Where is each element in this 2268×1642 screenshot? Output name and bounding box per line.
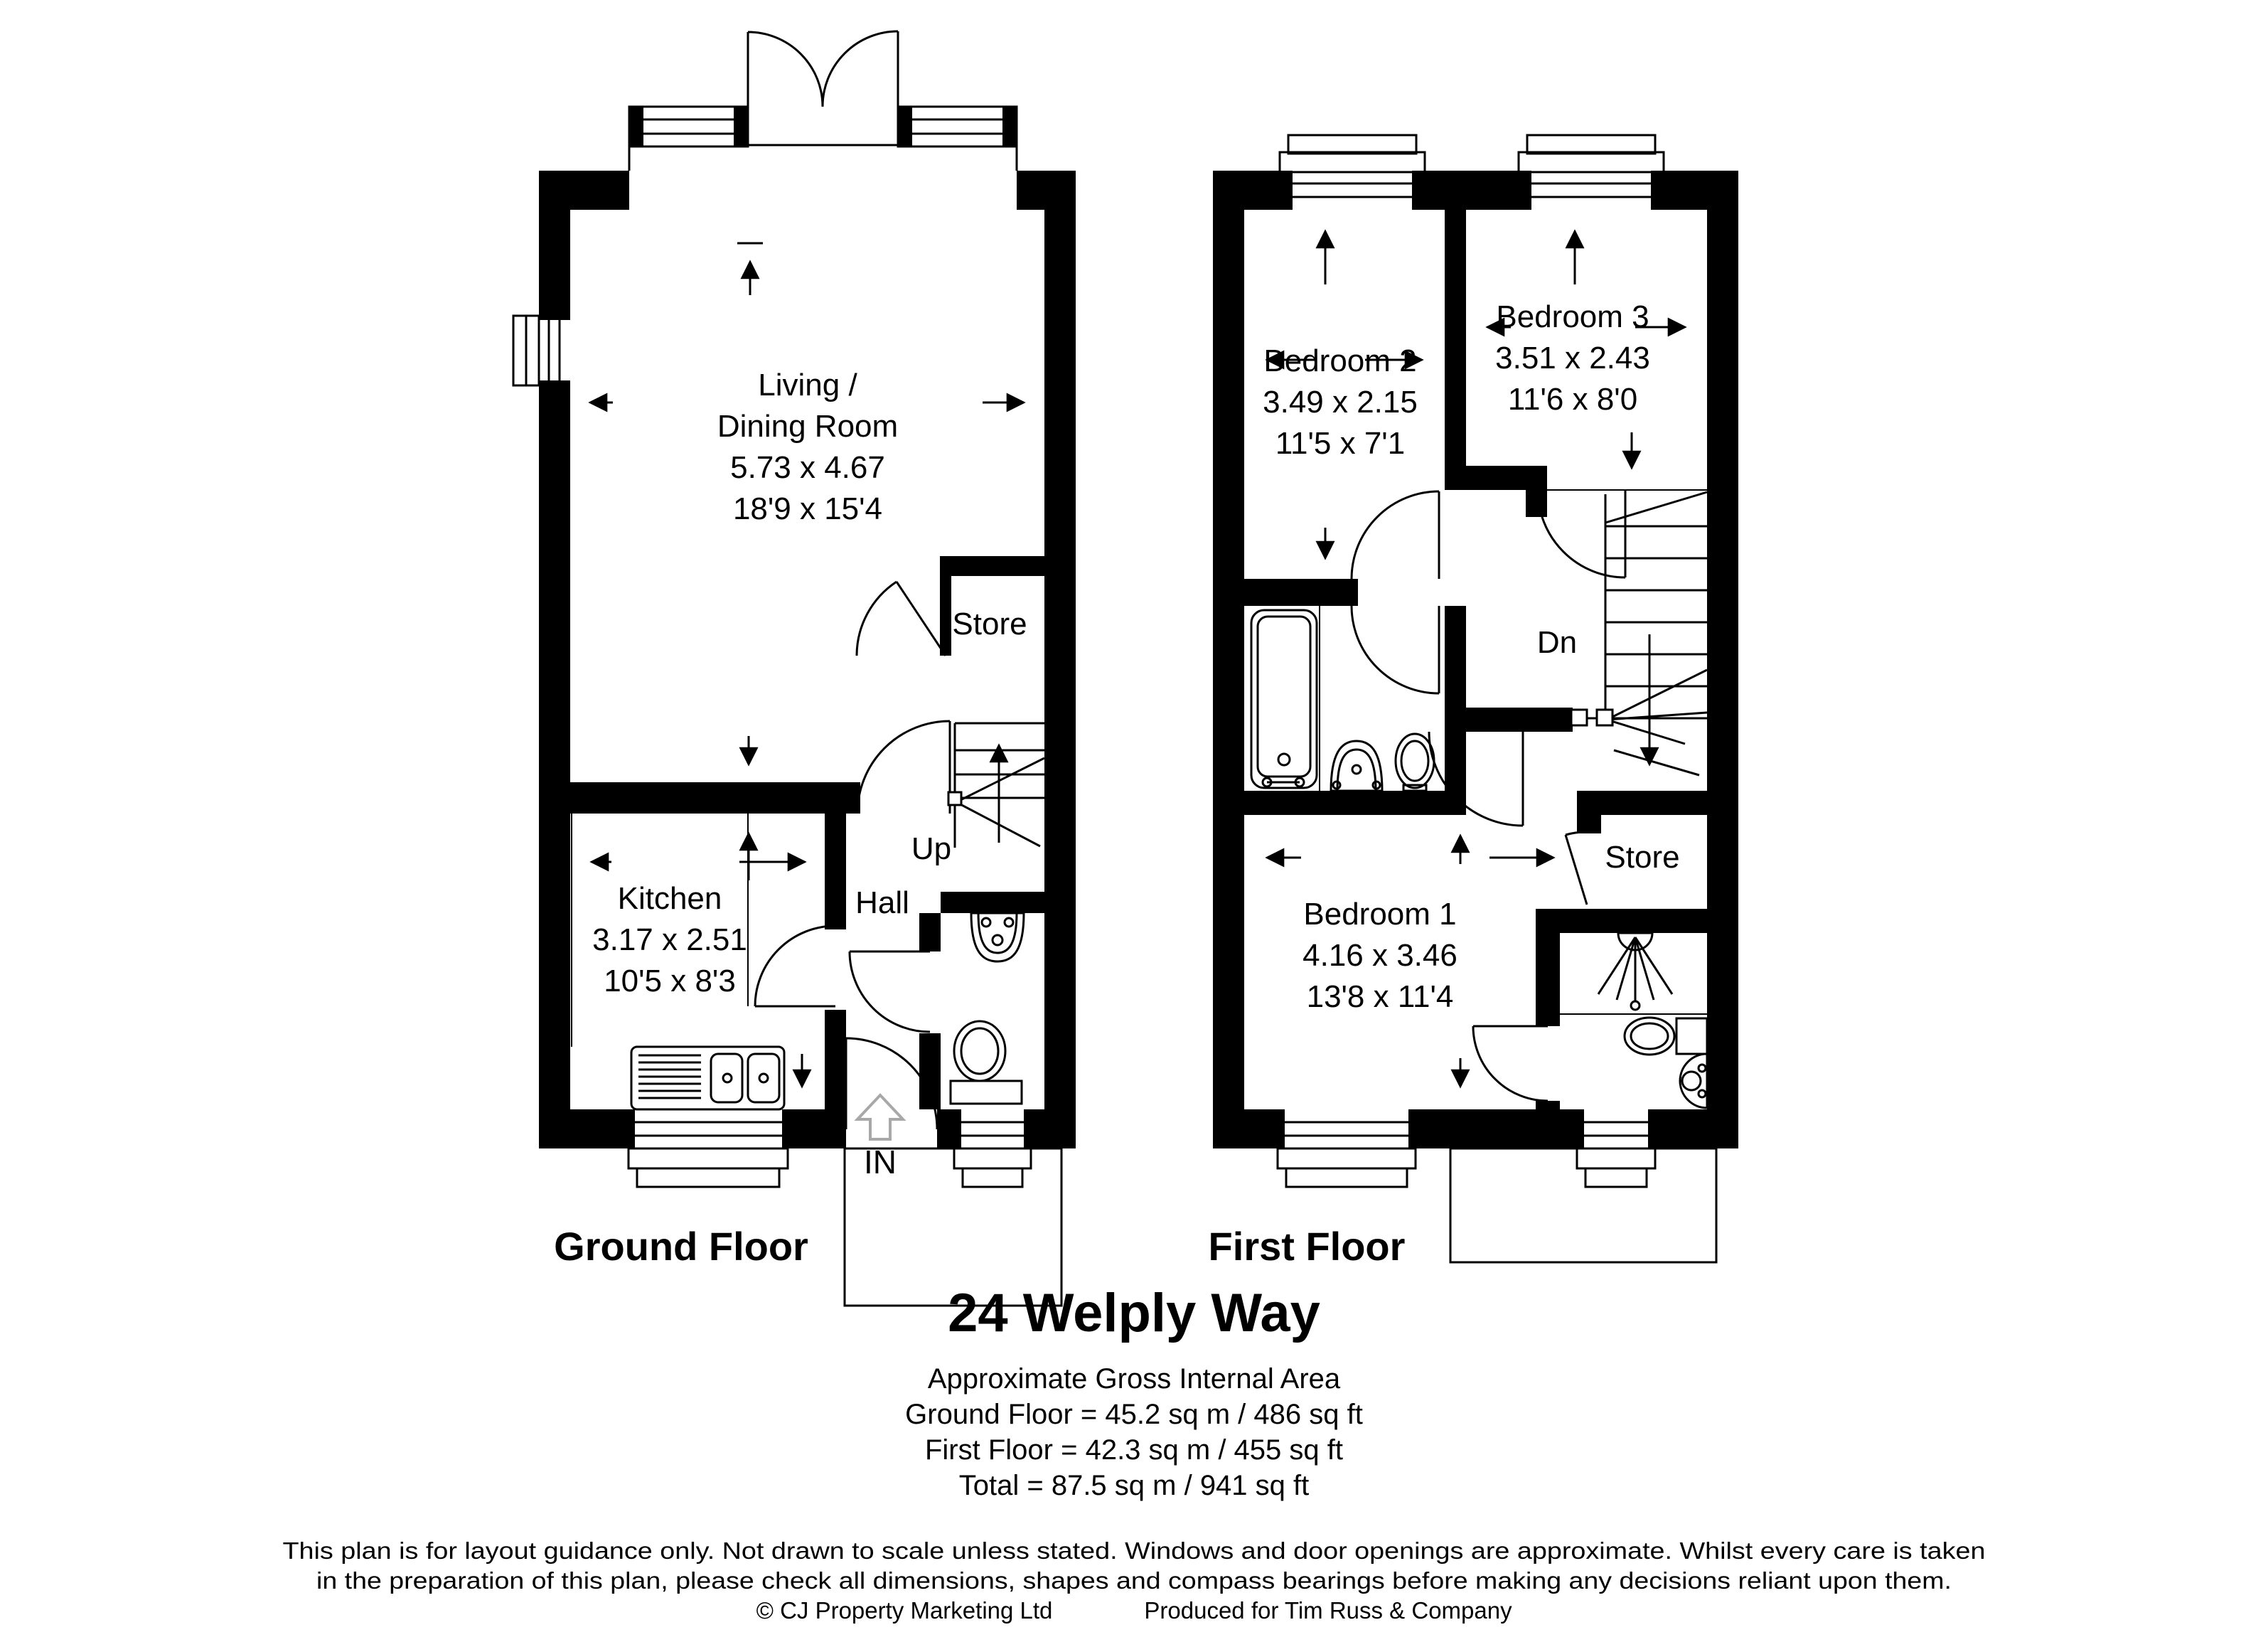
first-floor-plan xyxy=(1209,135,1738,1269)
living-dining-name-line1: Living / xyxy=(758,368,857,402)
entrance-in-label: IN xyxy=(864,1143,897,1180)
disclaimer-line2: in the preparation of this plan, please check all dimensions, shapes and compass bearings before making any decisions reliant upon them. xyxy=(316,1567,1952,1594)
area-heading: Approximate Gross Internal Area xyxy=(927,1363,1341,1395)
area-first: First Floor = 42.3 sq m / 455 sq ft xyxy=(924,1434,1344,1466)
bedroom1-size-imperial: 13'8 x 11'4 xyxy=(1306,979,1454,1014)
shower-icon xyxy=(1560,933,1707,1014)
living-dining-size-metric: 5.73 x 4.67 xyxy=(730,450,885,485)
ground-floor-plan xyxy=(513,31,1076,1306)
area-ground: Ground Floor = 45.2 sq m / 486 sq ft xyxy=(905,1399,1363,1430)
area-total: Total = 87.5 sq m / 941 sq ft xyxy=(958,1470,1310,1501)
wc-basin-icon xyxy=(971,913,1024,961)
stairs-dn-label: Dn xyxy=(1536,625,1578,660)
first-floor-title: First Floor xyxy=(1208,1224,1406,1269)
bedroom2-size-imperial: 11'5 x 7'1 xyxy=(1275,426,1406,461)
wc-toilet-icon xyxy=(951,1021,1022,1104)
credits-right: Produced for Tim Russ & Company xyxy=(1144,1597,1512,1624)
store-label-ground: Store xyxy=(952,607,1027,641)
ground-floor-doors xyxy=(748,31,950,1129)
shower-room-door-icon xyxy=(1473,1026,1548,1101)
kitchen-size-metric: 3.17 x 2.51 xyxy=(592,922,747,957)
wc-door-icon xyxy=(850,951,930,1032)
ground-floor-title: Ground Floor xyxy=(554,1224,808,1269)
bathroom-door-icon xyxy=(1352,606,1439,693)
bedroom3-size-imperial: 11'6 x 8'0 xyxy=(1507,382,1638,417)
ground-floor-windows xyxy=(513,107,1031,1187)
bathroom-basin-icon xyxy=(1331,741,1382,791)
first-floor-porch xyxy=(1450,1148,1716,1262)
shower-room-toilet-icon xyxy=(1625,1018,1707,1055)
bathroom-toilet-icon xyxy=(1396,734,1434,791)
bedroom1-size-metric: 4.16 x 3.46 xyxy=(1303,938,1457,973)
bedroom3-door-icon xyxy=(1538,490,1625,577)
entry-arrow-icon xyxy=(857,1095,903,1139)
disclaimer-line1: This plan is for layout guidance only. Not drawn to scale unless stated. Windows and door openings are approximate. Whilst every care is taken xyxy=(282,1537,1986,1564)
kitchen-door-icon xyxy=(755,926,835,1006)
french-doors-icon xyxy=(748,31,898,107)
kitchen-size-imperial: 10'5 x 8'3 xyxy=(604,964,736,998)
footer xyxy=(283,1537,1986,1624)
stairs-up-label: Up xyxy=(911,831,952,866)
living-dining-name-line2: Dining Room xyxy=(717,409,899,444)
kitchen-name: Kitchen xyxy=(617,881,722,916)
living-dining-size-imperial: 18'9 x 15'4 xyxy=(732,491,883,526)
store-door-icon xyxy=(857,582,946,656)
hall-door-icon xyxy=(857,721,950,814)
store-door-first-icon xyxy=(1566,832,1587,905)
page-title: 24 Welply Way xyxy=(948,1283,1320,1343)
bedroom2-size-metric: 3.49 x 2.15 xyxy=(1263,385,1418,420)
kitchen-sink-icon xyxy=(631,1047,784,1109)
bedroom1-name: Bedroom 1 xyxy=(1303,897,1457,932)
credits-left: © CJ Property Marketing Ltd xyxy=(756,1597,1053,1624)
bedroom3-size-metric: 3.51 x 2.43 xyxy=(1495,341,1650,375)
ground-floor-stairs xyxy=(948,723,1044,848)
hall-label: Hall xyxy=(855,885,909,920)
title-block xyxy=(905,1283,1363,1501)
first-floor-walls xyxy=(1213,171,1738,1148)
bath-icon xyxy=(1251,610,1317,788)
store-label-first: Store xyxy=(1605,840,1680,875)
shower-room-basin-icon xyxy=(1680,1054,1707,1108)
bedroom2-door-icon xyxy=(1352,491,1439,579)
bedroom2-name: Bedroom 2 xyxy=(1263,343,1417,378)
bedroom3-name: Bedroom 3 xyxy=(1496,299,1649,334)
